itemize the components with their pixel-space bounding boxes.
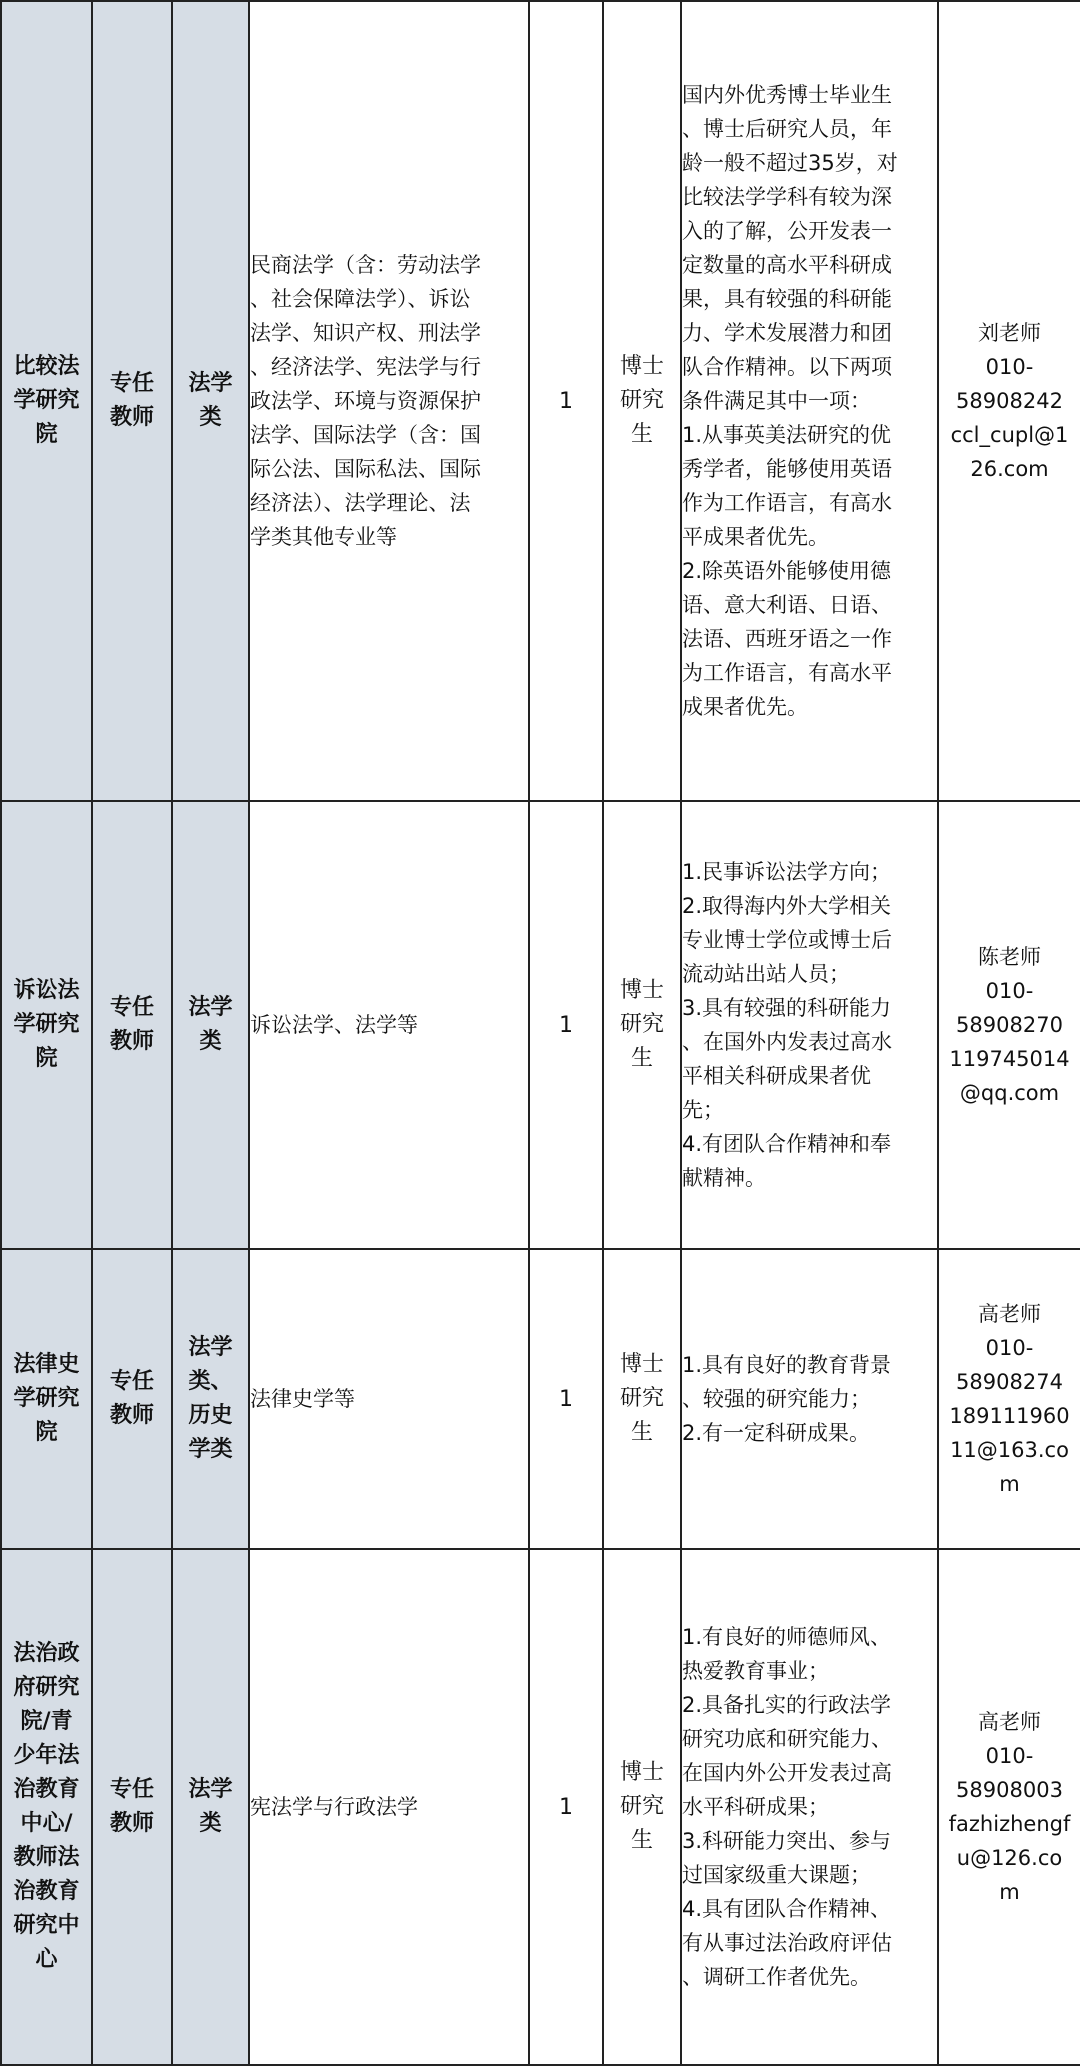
cell-line: 4.有团队合作精神和奉 — [682, 1132, 892, 1156]
cell-line: 、社会保障法学）、诉讼 — [250, 287, 471, 311]
major-cell — [249, 1, 529, 801]
post-type-cell — [92, 1249, 172, 1549]
education-cell — [603, 1, 681, 801]
cell-line: 教师 — [109, 1403, 154, 1428]
cell-line: 高老师 — [978, 1710, 1041, 1734]
cell-line: 先； — [682, 1098, 724, 1122]
cell-line: m — [999, 1472, 1020, 1496]
cell-line: 生 — [630, 1828, 653, 1853]
cell-line: 法治政 — [13, 1641, 80, 1666]
cell-line: 2.除英语外能够使用德 — [682, 559, 892, 583]
cell-line: 院 — [35, 422, 58, 447]
cell-line: 际公法、国际私法、国际 — [250, 457, 481, 481]
cell-line: 研究功底和研究能力、 — [682, 1727, 892, 1751]
cell-line: 58908274 — [956, 1370, 1063, 1394]
cell-line: @qq.com — [959, 1081, 1060, 1105]
cell-line: 11@163.co — [950, 1438, 1069, 1462]
cell-line: 、较强的研究能力； — [682, 1387, 871, 1411]
category-cell — [172, 1249, 249, 1549]
cell-line: 学类其他专业等 — [250, 525, 397, 549]
cell-line: 政法学、环境与资源保护 — [250, 389, 481, 413]
cell-line: 010- — [985, 979, 1034, 1003]
cell-line: 献精神。 — [682, 1166, 766, 1190]
cell-line: 教师 — [109, 1029, 154, 1054]
cell-line: 经济法）、法学理论、法 — [250, 491, 471, 515]
cell-line: 秀学者，能够使用英语 — [682, 457, 892, 481]
cell-line: 博士 — [619, 978, 664, 1003]
cell-line: 专任 — [109, 995, 154, 1020]
cell-line: 比较法学学科有较为深 — [682, 185, 892, 209]
cell-line: 平成果者优先。 — [682, 525, 829, 549]
cell-line: 专任 — [109, 371, 154, 396]
cell-line: 博士 — [619, 354, 664, 379]
cell-line: 在国内外公开发表过高 — [682, 1761, 892, 1785]
cell-line: 1.有良好的师德师风、 — [682, 1625, 892, 1649]
cell-line: 、博士后研究人员，年 — [682, 117, 892, 141]
cell-line: 有从事过法治政府评估 — [682, 1931, 892, 1955]
cell-line: 法学 — [188, 1335, 233, 1360]
cell-line: 刘老师 — [978, 321, 1041, 345]
cell-line: 58908242 — [956, 389, 1063, 413]
cell-line: 治教育 — [13, 1777, 80, 1802]
cell-line: 水平科研成果； — [682, 1795, 829, 1819]
category-cell — [172, 801, 249, 1249]
cell-line: 4.具有团队合作精神、 — [682, 1897, 892, 1921]
cell-line: 教师 — [109, 1811, 154, 1836]
contact-cell — [938, 801, 1080, 1249]
cell-line: 2.有一定科研成果。 — [682, 1421, 871, 1445]
table-row — [1, 1249, 1080, 1549]
category-cell — [172, 1, 249, 801]
cell-line: 研究中 — [13, 1913, 80, 1938]
cell-line: 1.民事诉讼法学方向； — [682, 860, 892, 884]
cell-line: 治教育 — [13, 1879, 80, 1904]
education-cell — [603, 1249, 681, 1549]
cell-line: 院/青 — [20, 1709, 73, 1734]
cell-line: 为工作语言，有高水平 — [682, 661, 892, 685]
cell-line: 成果者优先。 — [682, 695, 808, 719]
cell-line: 研究 — [619, 1012, 664, 1037]
cell-line: 010- — [985, 1744, 1034, 1768]
cell-line: 生 — [630, 1046, 653, 1071]
cell-line: 法学、国际法学（含：国 — [250, 423, 481, 447]
cell-line: 流动站出站人员； — [682, 962, 850, 986]
requirements-cell — [681, 1249, 938, 1549]
cell-line: 189111960 — [949, 1404, 1070, 1428]
cell-line: 研究 — [619, 388, 664, 413]
requirements-cell — [681, 801, 938, 1249]
cell-line: 高老师 — [978, 1302, 1041, 1326]
major-cell — [249, 1549, 529, 2065]
post-type-cell — [92, 801, 172, 1249]
table-row — [1, 1549, 1080, 2065]
cell-line: 博士 — [619, 1760, 664, 1785]
cell-line: 1.从事英美法研究的优 — [682, 423, 892, 447]
major-cell — [249, 1249, 529, 1549]
cell-line: 法学 — [188, 371, 233, 396]
cell-line: 中心/ — [20, 1811, 73, 1836]
cell-line: 法语、西班牙语之一作 — [682, 627, 892, 651]
cell-line: 3.科研能力突出、参与 — [682, 1829, 892, 1853]
cell-line: 1.具有良好的教育背景 — [682, 1353, 892, 1377]
cell-line: 3.具有较强的科研能力 — [682, 996, 892, 1020]
cell-line: 58908270 — [956, 1013, 1063, 1037]
cell-line: 法律史 — [13, 1352, 80, 1377]
cell-line: 类 — [199, 405, 222, 430]
cell-line: 平相关科研成果者优 — [682, 1064, 871, 1088]
cell-line: 院 — [35, 1046, 58, 1071]
category-cell — [172, 1549, 249, 2065]
institute-cell — [1, 1549, 92, 2065]
cell-line: 果，具有较强的科研能 — [682, 287, 892, 311]
cell-line: 心 — [35, 1947, 58, 1972]
institute-cell — [1, 1249, 92, 1549]
count-cell: 1 — [529, 1, 603, 801]
cell-line: 类 — [199, 1811, 222, 1836]
major-cell — [249, 801, 529, 1249]
count-cell: 1 — [529, 1549, 603, 2065]
cell-line: 宪法学与行政法学 — [250, 1795, 418, 1819]
cell-line: 院 — [35, 1420, 58, 1445]
cell-line: 学类 — [188, 1437, 233, 1462]
cell-line: m — [999, 1880, 1020, 1904]
cell-line: 生 — [630, 422, 653, 447]
cell-line: 学研究 — [13, 388, 80, 413]
cell-line: 龄一般不超过35岁，对 — [682, 151, 898, 175]
table-row — [1, 1, 1080, 801]
cell-line: 研究 — [619, 1794, 664, 1819]
post-type-cell — [92, 1, 172, 801]
cell-line: 民商法学（含：劳动法学 — [250, 253, 481, 277]
cell-line: 26.com — [970, 457, 1049, 481]
cell-line: 生 — [630, 1420, 653, 1445]
cell-line: 博士 — [619, 1352, 664, 1377]
requirements-cell — [681, 1549, 938, 2065]
cell-line: 学研究 — [13, 1012, 80, 1037]
cell-line: 专业博士学位或博士后 — [682, 928, 892, 952]
cell-line: fazhizhengf — [948, 1812, 1071, 1836]
cell-line: 、在国外内发表过高水 — [682, 1030, 892, 1054]
cell-line: 作为工作语言，有高水 — [682, 491, 892, 515]
cell-line: 历史 — [188, 1403, 233, 1428]
cell-line: 、经济法学、宪法学与行 — [250, 355, 481, 379]
cell-line: 法学 — [188, 1777, 233, 1802]
cell-line: 2.取得海内外大学相关 — [682, 894, 892, 918]
cell-line: 热爱教育事业； — [682, 1659, 829, 1683]
cell-line: 、调研工作者优先。 — [682, 1965, 871, 1989]
cell-line: 教师 — [109, 405, 154, 430]
cell-line: 法学 — [188, 995, 233, 1020]
cell-line: 过国家级重大课题； — [682, 1863, 871, 1887]
cell-line: 119745014 — [949, 1047, 1070, 1071]
cell-line: 定数量的高水平科研成 — [682, 253, 892, 277]
cell-line: ccl_cupl@1 — [950, 423, 1069, 447]
cell-line: 诉讼法学、法学等 — [250, 1013, 418, 1037]
cell-line: 府研究 — [13, 1675, 80, 1700]
cell-line: 专任 — [109, 1369, 154, 1394]
post-type-cell — [92, 1549, 172, 2065]
cell-line: 学研究 — [13, 1386, 80, 1411]
cell-line: 少年法 — [13, 1743, 80, 1768]
cell-line: 比较法 — [13, 354, 80, 379]
contact-cell — [938, 1549, 1080, 2065]
cell-line: 入的了解，公开发表一 — [682, 219, 892, 243]
cell-line: 陈老师 — [978, 945, 1041, 969]
cell-line: 诉讼法 — [13, 978, 80, 1003]
cell-line: 国内外优秀博士毕业生 — [682, 83, 892, 107]
education-cell — [603, 801, 681, 1249]
requirements-cell — [681, 1, 938, 801]
count-cell: 1 — [529, 801, 603, 1249]
cell-line: 法学、知识产权、刑法学 — [250, 321, 481, 345]
count-cell: 1 — [529, 1249, 603, 1549]
cell-line: 58908003 — [956, 1778, 1063, 1802]
institute-cell — [1, 801, 92, 1249]
cell-line: 法律史学等 — [250, 1387, 355, 1411]
cell-line: 研究 — [619, 1386, 664, 1411]
cell-line: u@126.co — [956, 1846, 1063, 1870]
education-cell — [603, 1549, 681, 2065]
cell-line: 教师法 — [13, 1845, 80, 1870]
cell-line: 类 — [199, 1029, 222, 1054]
cell-line: 010- — [985, 1336, 1034, 1360]
cell-line: 专任 — [109, 1777, 154, 1802]
cell-line: 类、 — [188, 1369, 233, 1394]
cell-line: 2.具备扎实的行政法学 — [682, 1693, 892, 1717]
table-row — [1, 801, 1080, 1249]
cell-line: 010- — [985, 355, 1034, 379]
cell-line: 语、意大利语、日语、 — [682, 593, 892, 617]
contact-cell — [938, 1, 1080, 801]
cell-line: 力、学术发展潜力和团 — [682, 321, 892, 345]
cell-line: 队合作精神。以下两项 — [682, 355, 892, 379]
contact-cell — [938, 1249, 1080, 1549]
cell-line: 条件满足其中一项： — [682, 389, 871, 413]
institute-cell — [1, 1, 92, 801]
